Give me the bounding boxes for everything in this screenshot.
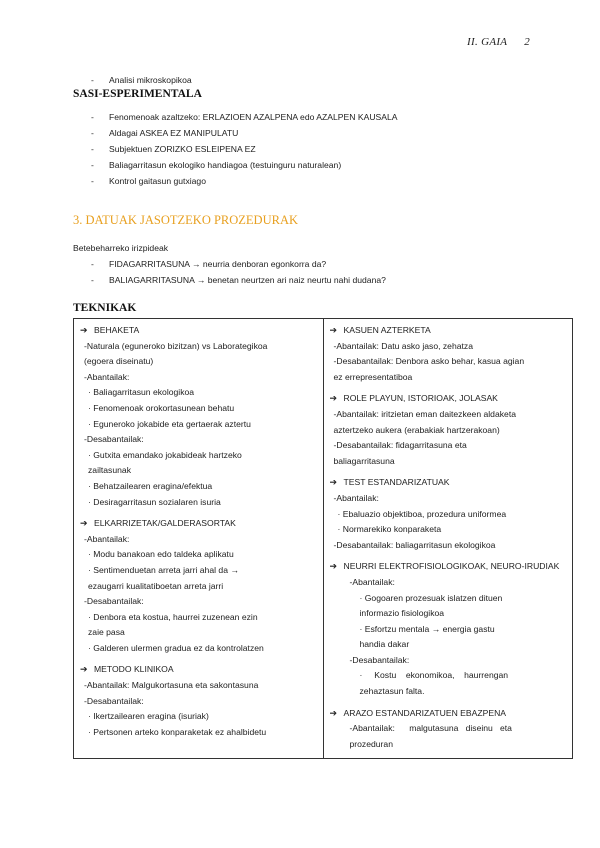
test-desabantailak: -Desabantailak: baliagarritasun ekologikoa (333, 539, 496, 550)
arazo-abantailak: prozeduran (349, 738, 393, 749)
section3-intro: Betebeharreko irizpideak (73, 243, 169, 253)
list-item: · Modu banakoan edo taldeka aplikatu (88, 549, 234, 560)
left-column (74, 319, 324, 759)
right-column (323, 319, 573, 759)
list-item: · Desiragarritasun sozialaren isuria (88, 496, 221, 507)
list-item: - Fenomenoak azaltzeko: ERLAZIOEN AZALPENA edo AZALPEN KAUSALA (91, 109, 398, 125)
list-item: · Fenomenoak orokortasunean behatu (88, 402, 235, 413)
role-abantailak: -Abantailak: iritzietan eman daitezkeen aldaketa (333, 408, 516, 419)
list-item: - Kontrol gaitasun gutxiago (91, 173, 398, 189)
list-item: - Analisi mikroskopikoa (91, 72, 192, 88)
role-abantailak: aztertzeko aukera (erabakiak hartzerakoan) (333, 424, 500, 435)
list-item: · Kostu ekonomikoa, haurrengan (359, 670, 509, 681)
role-desabantailak: -Desabantailak: fidagarritasuna eta (333, 440, 467, 451)
list-item: - BALIAGARRITASUNA → benetan neurtzen ari naiz neurtu nahi dudana? (91, 272, 386, 288)
page-number: 2 (524, 36, 530, 48)
top-list (91, 72, 192, 88)
list-item: · Behatzailearen eragina/efektua (88, 480, 213, 491)
list-item: · Ikertzailearen eragina (isuriak) (88, 711, 209, 722)
list-item: · Denbora eta kostua, haurrei zuzenean ezin (88, 611, 258, 622)
list-item: - Aldagai ASKEA EZ MANIPULATU (91, 125, 398, 141)
metodo-desabantailak: -Desabantailak: (84, 695, 144, 706)
neurri-desabantailak: -Desabantailak: (349, 654, 410, 665)
list-item: · Baliagarritasun ekologikoa (88, 387, 195, 398)
list-item: · Gutxita emandako jokabideak hartzeko (88, 449, 242, 460)
list-item: · Sentimenduetan arreta jarri ahal da → (88, 564, 239, 575)
list-item: · Galderen ulermen gradua ez da kontrolatzen (88, 642, 264, 653)
arazo-title: ➔ ARAZO ESTANDARIZATUEN EBAZPENA (330, 706, 569, 722)
kasuen-desabantailak: -Desabantailak: Denbora asko behar, kasua agian (333, 356, 525, 367)
neurri-title: ➔ NEURRI ELEKTROFISIOLOGIKOAK, NEURO-IRUDIAK (330, 559, 569, 575)
list-item: - Baliagarritasun ekologiko handiagoa (testuinguru naturalean) (91, 157, 398, 173)
section3-heading: 3. DATUAK JASOTZEKO PROZEDURAK (73, 213, 298, 227)
test-abantailak: -Abantailak: (333, 492, 379, 503)
elkarrizketak-desabantailak: -Desabantailak: (84, 596, 144, 607)
role-desabantailak: baliagarritasuna (333, 455, 395, 466)
kasuen-title: ➔ KASUEN AZTERKETA (330, 323, 569, 339)
elkarrizketak-abantailak: -Abantailak: (84, 533, 130, 544)
section3-list (91, 256, 386, 288)
behaketa-desabantailak: -Desabantailak: (84, 434, 144, 445)
teknikak-table (73, 318, 573, 759)
kasuen-desabantailak: ez errepresentatiboa (333, 371, 413, 382)
list-item: informazio fisiologikoa (359, 608, 445, 619)
behaketa-line: -Naturala (eguneroko bizitzan) vs Laborategikoa (84, 340, 268, 351)
behaketa-title: ➔ BEHAKETA (80, 323, 319, 339)
test-title: ➔ TEST ESTANDARIZATUAK (330, 475, 569, 491)
teknikak-heading: TEKNIKAK (73, 302, 137, 314)
list-item: · Eguneroko jokabide eta gertaerak aztertu (88, 418, 251, 429)
list-item: zaie pasa (88, 627, 125, 638)
list-item: · Normarekiko konparaketa (337, 524, 442, 535)
role-title: ➔ ROLE PLAYUN, ISTORIOAK, JOLASAK (330, 391, 569, 407)
list-item: zailtasunak (88, 465, 131, 476)
sasi-heading: SASI-ESPERIMENTALA (73, 88, 202, 100)
header-title: II. GAIA (467, 36, 508, 48)
list-item: ezaugarri kualitatiboetan arreta jarri (88, 580, 224, 591)
page-header (467, 36, 530, 48)
list-item: - Subjektuen ZORIZKO ESLEIPENA EZ (91, 141, 398, 157)
kasuen-abantailak: -Abantailak: Datu asko jaso, zehatza (333, 340, 473, 351)
behaketa-abantailak: -Abantailak: (84, 371, 130, 382)
neurri-abantailak: -Abantailak: (349, 576, 395, 587)
sasi-list (91, 109, 398, 189)
metodo-title: ➔ METODO KLINIKOA (80, 662, 319, 678)
metodo-abantailak: -Abantailak: Malgukortasuna eta sakontasuna (84, 680, 259, 691)
list-item: - FIDAGARRITASUNA → neurria denboran egonkorra da? (91, 256, 386, 272)
list-item: · Gogoaren prozesuak islatzen dituen (359, 592, 503, 603)
list-item: · Pertsonen arteko konparaketak ez ahalbidetu (88, 726, 267, 737)
elkarrizketak-title: ➔ ELKARRIZETAK/GALDERASORTAK (80, 516, 319, 532)
list-item: · Ebaluazio objektiboa, prozedura uniformea (337, 508, 507, 519)
list-item: zehaztasun falta. (359, 686, 425, 697)
list-item: · Esfortzu mentala → energia gastu (359, 623, 495, 634)
behaketa-line: (egoera diseinatu) (84, 356, 154, 367)
list-item: handia dakar (359, 639, 410, 650)
arazo-abantailak: -Abantailak: malgutasuna diseinu eta (349, 723, 512, 734)
